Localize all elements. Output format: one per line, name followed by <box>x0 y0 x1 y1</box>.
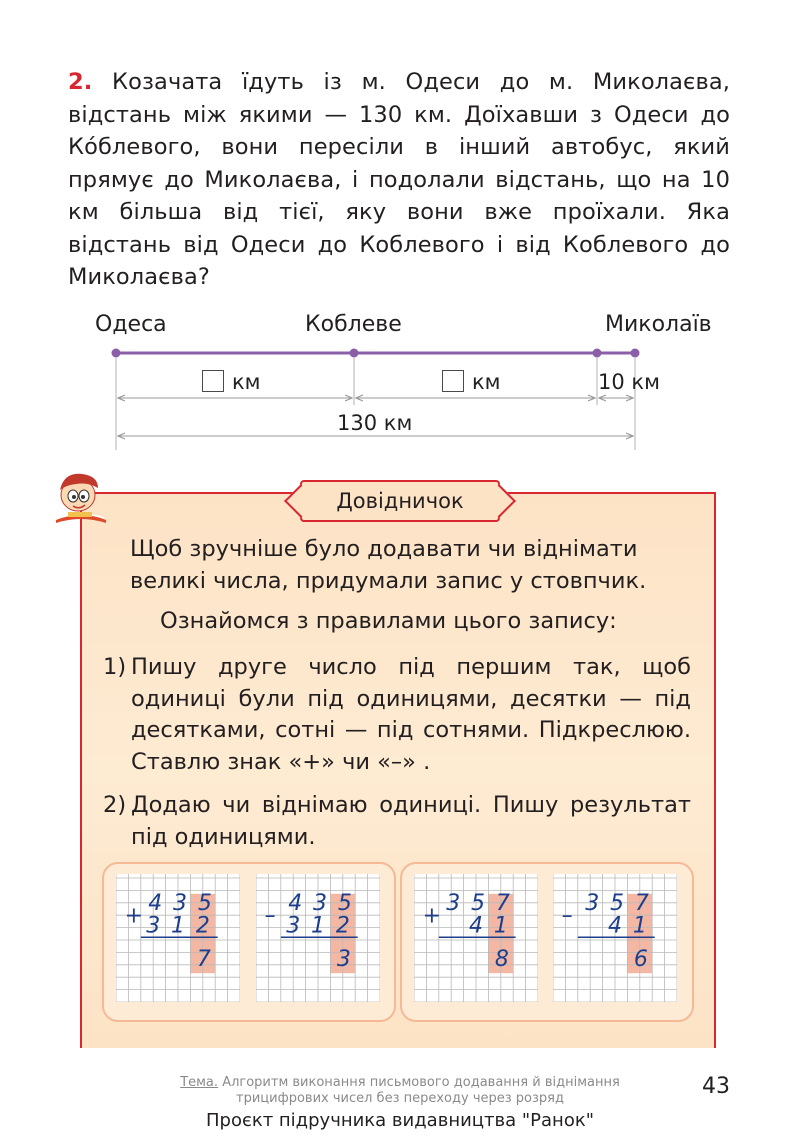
problem-text <box>68 66 730 294</box>
example-sign: – <box>561 903 573 929</box>
theme-label: Тема. <box>180 1075 219 1090</box>
rule-2-text: Додаю чи віднімаю одиниці. Пишу результат під одиницями. <box>131 792 691 850</box>
example-sign: + <box>124 903 144 929</box>
segment-1-label: км <box>202 370 261 394</box>
total-label: 130 км <box>337 411 413 435</box>
city-odesa: Одеса <box>95 312 167 337</box>
segment-2-label: км <box>442 370 501 394</box>
page-number: 43 <box>702 1074 730 1099</box>
point-koblevo <box>350 349 359 358</box>
segment-extra-label: 10 км <box>598 370 660 394</box>
problem-body: Козачата їдуть із м. Одеси до м. Миколаєва, відстань між якими — 130 км. Доїхавши з Одеси до Ко́блевого, вони пересіли в інший автобус, який прямує до Миколаєва, і подолали відстань, що на 10 км більша від тієї, яку вони вже проїхали. Яка відстань від Одеси до Коблевого і від Коблевого до Миколаєва? <box>68 69 730 290</box>
diagram-lines <box>0 300 800 470</box>
answer-box-2[interactable] <box>442 370 464 392</box>
point-odesa <box>112 349 121 358</box>
example-top-digit: 4 <box>288 890 303 916</box>
example-bottom-digit: 4 <box>608 913 623 939</box>
example-top-digit: 3 <box>313 890 328 916</box>
rule-2-number: 2) <box>103 792 127 818</box>
rule-2 <box>103 790 691 853</box>
example-bottom-digit: 1 <box>311 913 326 939</box>
example-result-digit: 7 <box>196 946 211 972</box>
example-top-digit: 7 <box>495 890 510 916</box>
reference-intro: Щоб зручніше було додавати чи віднімати великі числа, придумали запис у стовпчик. <box>130 536 647 594</box>
example-bottom-digit: 3 <box>286 913 301 939</box>
example-sheet <box>116 874 240 1002</box>
example-top-digit: 5 <box>610 890 625 916</box>
rule-1 <box>103 652 691 778</box>
publisher-note: Проєкт підручника видавництва "Ранок" <box>205 1110 594 1131</box>
example-bottom-digit: 2 <box>195 913 210 939</box>
example-sheet <box>414 874 538 1002</box>
example-sheet <box>256 874 380 1002</box>
example-result-digit: 3 <box>336 946 351 972</box>
example-result-digit: 8 <box>494 946 509 972</box>
example-top-digit: 5 <box>197 890 212 916</box>
example-result-digit: 6 <box>633 946 648 972</box>
example-bottom-digit: 1 <box>632 913 647 939</box>
example-bottom-digit: 4 <box>469 913 484 939</box>
problem-number: 2. <box>68 69 93 95</box>
mascot-reader-icon <box>48 470 114 526</box>
distance-diagram <box>0 300 800 470</box>
rule-1-number: 1) <box>103 654 127 680</box>
reference-title: Довідничок <box>336 489 464 513</box>
example-bottom-digit: 1 <box>493 913 508 939</box>
answer-box-1[interactable] <box>202 370 224 392</box>
example-sheet <box>553 874 677 1002</box>
reference-intro-2: Ознайомся з правилами цього запису: <box>160 608 617 634</box>
reference-title-tab <box>300 480 500 522</box>
city-koblevo: Коблеве <box>305 312 402 337</box>
example-top-digit: 7 <box>634 890 649 916</box>
example-bottom-digit: 1 <box>171 913 186 939</box>
example-sign: – <box>264 903 276 929</box>
example-sign: + <box>422 903 442 929</box>
city-mykolaiv: Миколаїв <box>605 312 712 337</box>
example-bottom-digit: 2 <box>335 913 350 939</box>
point-extra <box>593 349 602 358</box>
example-top-digit: 5 <box>471 890 486 916</box>
point-mykolaiv <box>631 349 640 358</box>
theme-text: Алгоритм виконання письмового додавання й віднімання трицифрових чисел без переходу через розряд <box>222 1075 620 1106</box>
example-top-digit: 3 <box>446 890 461 916</box>
example-top-digit: 3 <box>173 890 188 916</box>
example-top-digit: 5 <box>337 890 352 916</box>
rule-1-text: Пишу друге число під першим так, щоб одиниці були під одиницями, десятки — під десятками, сотні — під сотнями. Підкреслюю. Ставлю знак «+» чи «–» . <box>131 654 691 775</box>
footer-theme <box>140 1075 660 1107</box>
example-top-digit: 3 <box>585 890 600 916</box>
example-bottom-digit: 3 <box>146 913 161 939</box>
example-top-digit: 4 <box>148 890 163 916</box>
